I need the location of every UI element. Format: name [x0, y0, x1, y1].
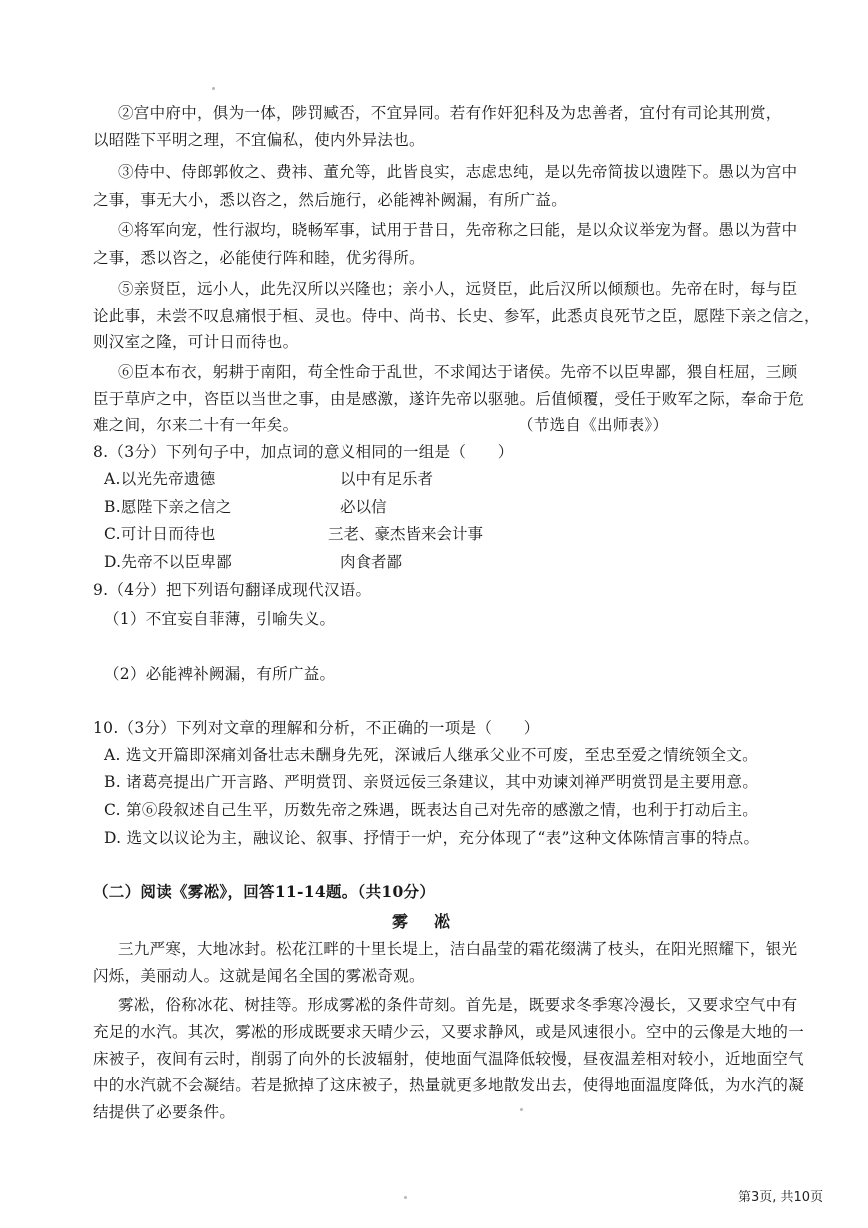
- q10-option-a: A. 选文开篇即深痛刘备壮志未酬身先死，深诫后人继承父业不可废，至忠至爱之情统领全文。: [104, 746, 758, 764]
- passage-source: （节选自《出师表》）: [518, 416, 669, 434]
- passage-p4-line1: ④将军向宠，性行淑均，晓畅军事，试用于昔日，先帝称之曰能，是以众议举宠为督。愚以为营中: [118, 221, 798, 239]
- q10-option-c: C. 第⑥段叙述自己生平，历数先帝之殊遇，既表达自己对先帝的感激之情，也利于打动后主。: [104, 801, 759, 819]
- passage-p4-line2: 之事，悉以咨之，必能使行阵和睦，优劣得所。: [93, 249, 425, 267]
- q8-option-c-left: C.可计日而待也: [104, 525, 216, 543]
- passage-p6-line1: ⑥臣本布衣，躬耕于南阳，苟全性命于乱世，不求闻达于诸侯。先帝不以臣卑鄙，猥自枉屈，三顾: [118, 363, 798, 381]
- scan-speck: [212, 87, 215, 90]
- article-p2-line4: 中的水汽就不会凝结。若是掀掉了这床被子，热量就更多地散发出去，使得地面温度降低，为水汽的凝: [93, 1076, 805, 1094]
- q8-stem: 8.（3分）下列句子中，加点词的意义相同的一组是（ ）: [93, 443, 514, 461]
- page-footer: 第3页, 共10页: [738, 1190, 824, 1205]
- scan-speck: [404, 1196, 407, 1199]
- q9-stem: 9.（4分）把下列语句翻译成现代汉语。: [93, 581, 372, 599]
- article-title: 雾凇: [391, 912, 476, 931]
- article-p2-line3: 床被子，夜间有云时，削弱了向外的长波辐射，使地面气温降低较慢，昼夜温差相对较小，近地面空气: [93, 1050, 805, 1068]
- passage-p5-line3: 则汉室之隆，可计日而待也。: [93, 333, 299, 351]
- section2-heading: （二）阅读《雾凇》，回答11-14题。（共10分）: [93, 882, 436, 901]
- passage-p3-line2: 之事，事无大小，悉以咨之，然后施行，必能裨补阙漏，有所广益。: [93, 191, 568, 209]
- passage-p2-line1: ②宫中府中，俱为一体，陟罚臧否，不宜异同。若有作奸犯科及为忠善者，宜付有司论其刑赏，: [118, 104, 782, 122]
- q8-option-a-right: 以中有足乐者: [340, 470, 434, 488]
- q10-option-b: B. 诸葛亮提出广开言路、严明赏罚、亲贤远佞三条建议，其中劝谏刘禅严明赏罚是主要用意。: [104, 773, 759, 791]
- passage-p5-line1: ⑤亲贤臣，远小人，此先汉所以兴隆也；亲小人，远贤臣，此后汉所以倾颓也。先帝在时，每与臣: [118, 280, 798, 298]
- q8-option-b-right: 必以信: [340, 498, 387, 516]
- article-p1-line1: 三九严寒，大地冰封。松花江畔的十里长堤上，洁白晶莹的霜花缀满了枝头，在阳光照耀下，银光: [118, 940, 798, 958]
- passage-p2-line2: 以昭陛下平明之理，不宜偏私，使内外异法也。: [93, 131, 425, 149]
- article-p2-line1: 雾凇，俗称冰花、树挂等。形成雾凇的条件苛刻。首先是，既要求冬季寒冷漫长，又要求空气中有: [118, 996, 798, 1014]
- q8-option-d-left: D.先帝不以臣卑鄙: [104, 553, 233, 571]
- article-p2-line2: 充足的水汽。其次，雾凇的形成既要求天晴少云，又要求静风，或是风速很小。空中的云像是大地的一: [93, 1023, 805, 1041]
- q9-item-2: （2）必能裨补阙漏，有所广益。: [104, 665, 336, 683]
- passage-p6-line2: 臣于草庐之中，咨臣以当世之事，由是感激，遂许先帝以驱驰。后值倾覆，受任于败军之际，奉命于危: [93, 390, 805, 408]
- passage-p6-line3: 难之间，尔来二十有一年矣。: [93, 416, 299, 434]
- q8-option-c-right: 三老、豪杰皆来会计事: [328, 525, 484, 543]
- q8-option-b-left: B.愿陛下亲之信之: [104, 498, 232, 516]
- article-p1-line2: 闪烁，美丽动人。这就是闻名全国的雾凇奇观。: [93, 967, 425, 985]
- passage-p5-line2: 论此事，未尝不叹息痛恨于桓、灵也。侍中、尚书、长史、参军，此悉贞良死节之臣，愿陛下亲之信之，: [93, 307, 820, 325]
- q10-stem: 10.（3分）下列对文章的理解和分析，不正确的一项是（ ）: [93, 719, 540, 737]
- q10-option-d: D. 选文以议论为主，融议论、叙事、抒情于一炉，充分体现了“表”这种文体陈情言事的特点。: [104, 829, 760, 847]
- q8-option-a-left: A.以光先帝遗德: [104, 470, 216, 488]
- passage-p3-line1: ③侍中、侍郎郭攸之、费祎、董允等，此皆良实，志虑忠纯，是以先帝简拔以遗陛下。愚以为宫中: [118, 163, 798, 181]
- article-p2-line5: 结提供了必要条件。: [93, 1103, 236, 1121]
- q8-option-d-right: 肉食者鄙: [340, 553, 403, 571]
- q9-item-1: （1）不宜妄自菲薄，引喻失义。: [104, 610, 336, 628]
- scan-speck: [520, 1108, 523, 1111]
